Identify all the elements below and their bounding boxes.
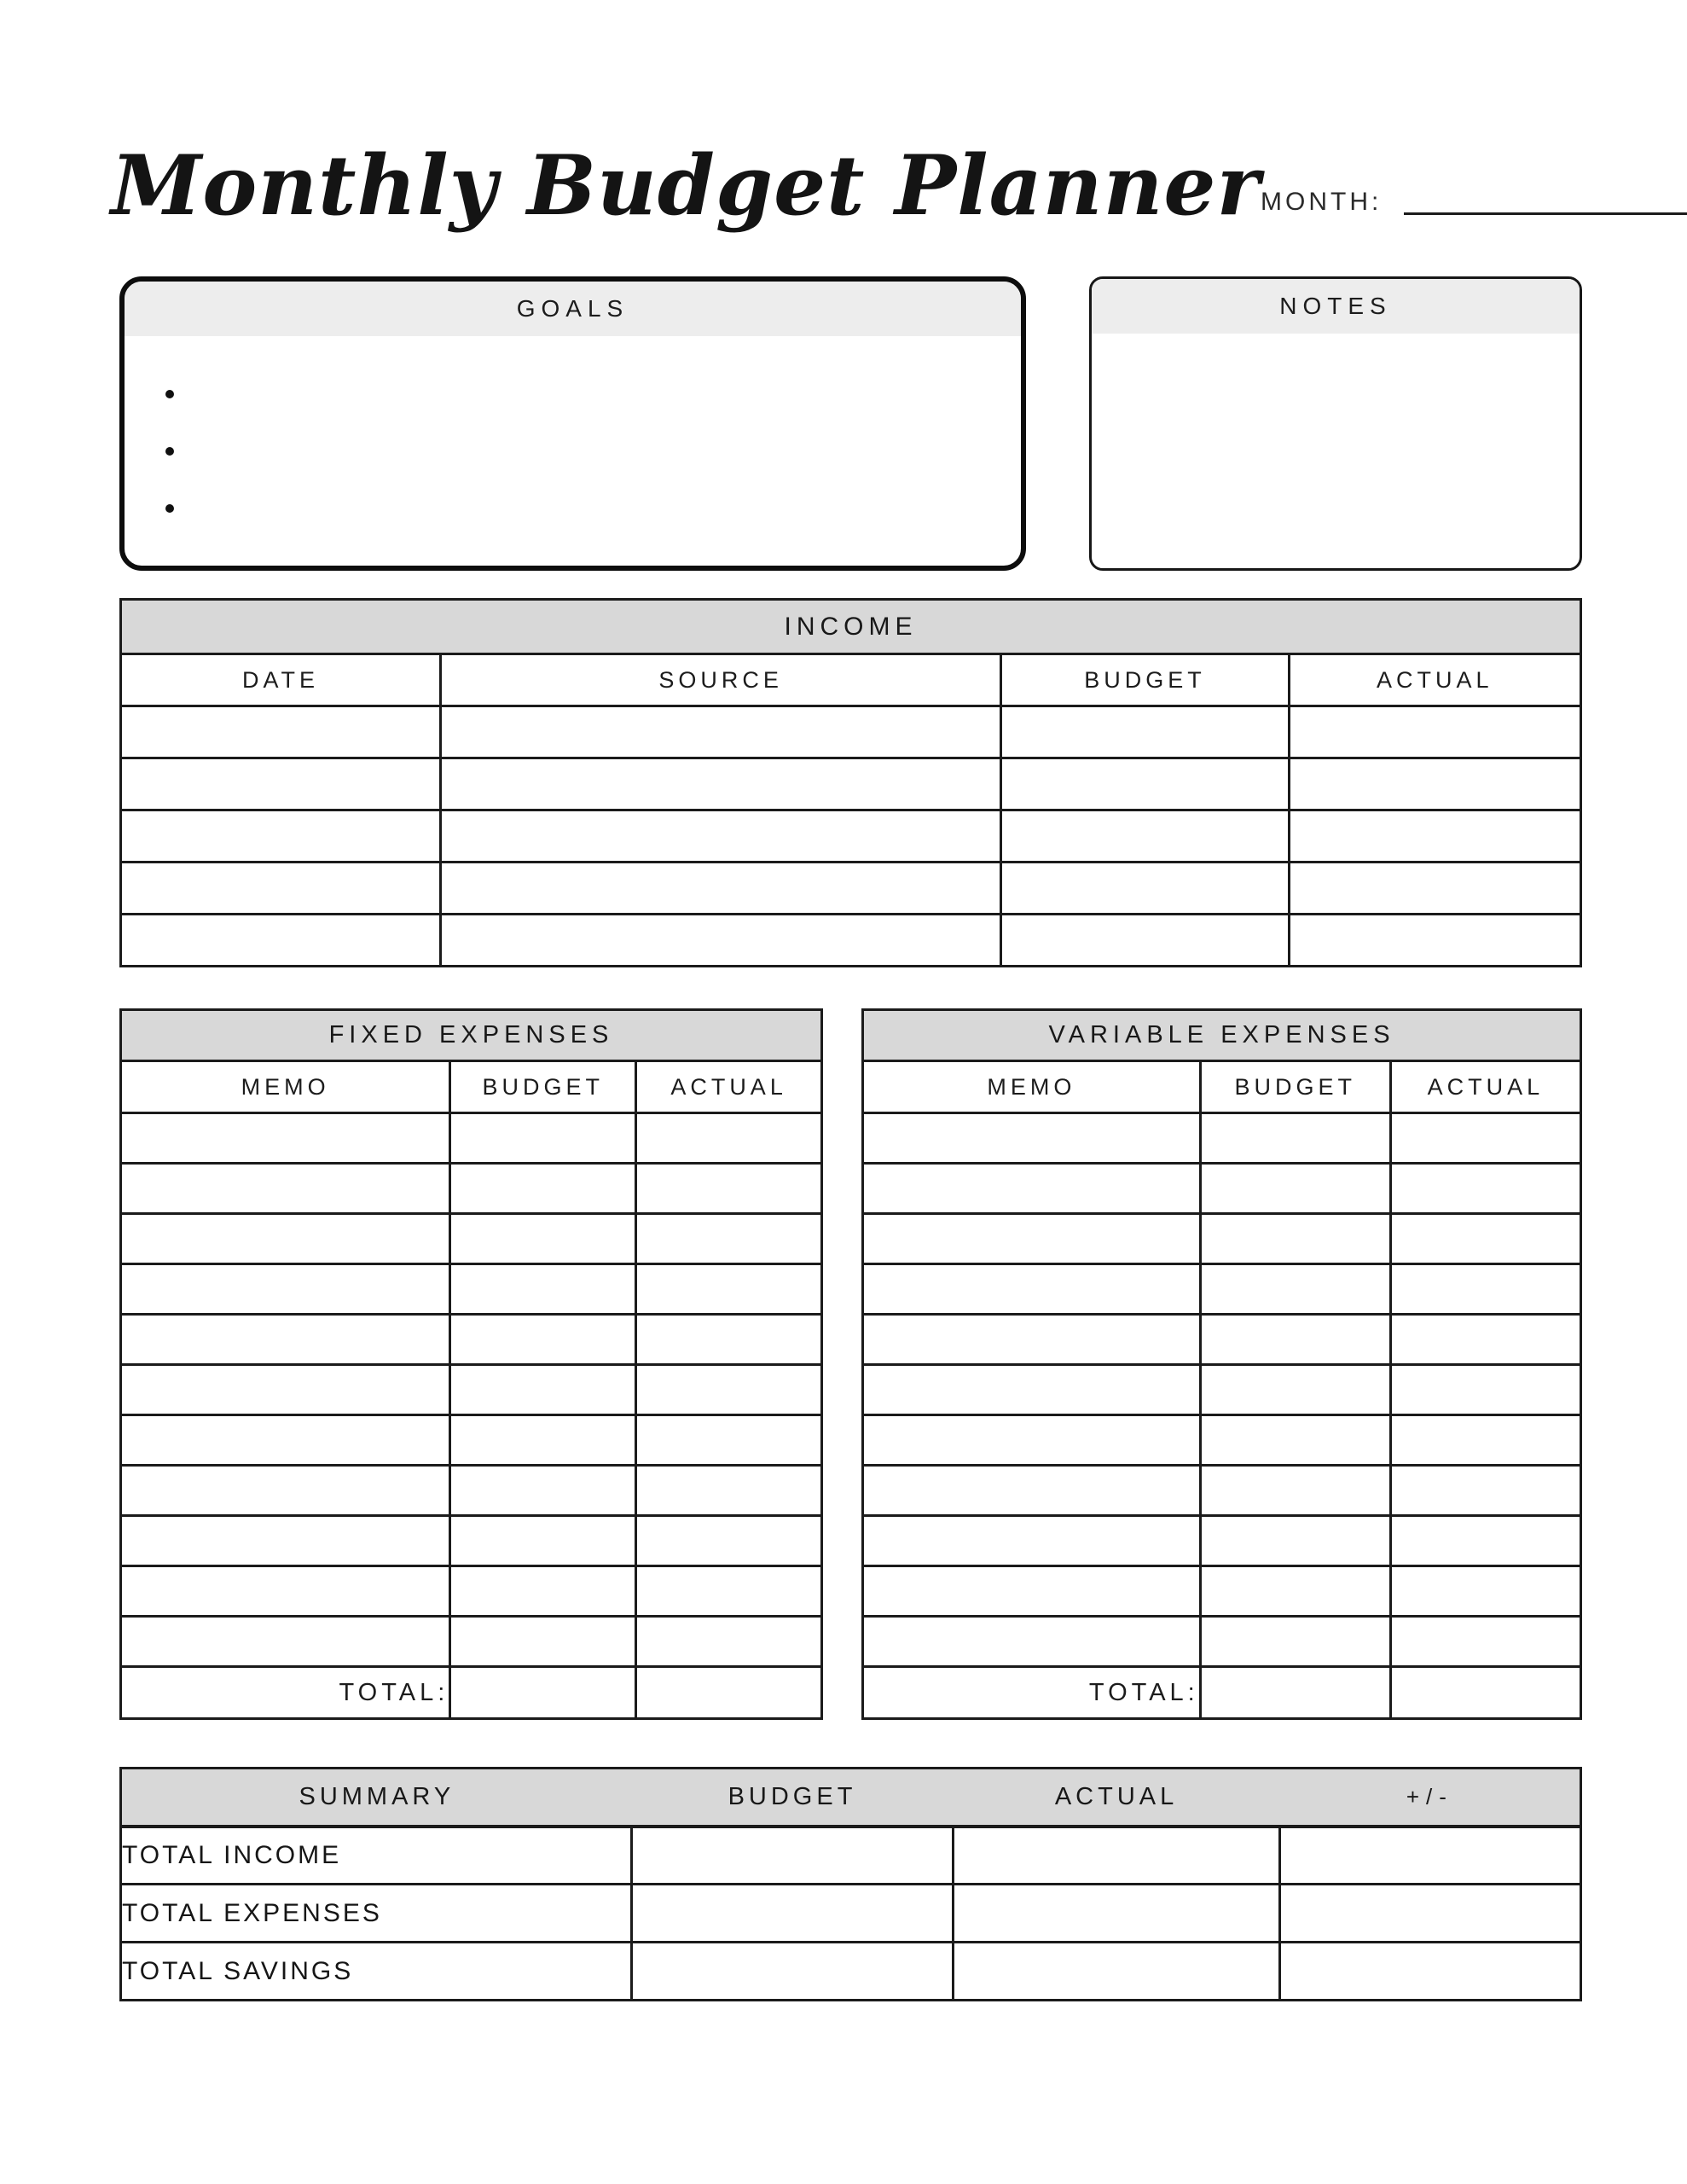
total-expenses-actual-cell[interactable] [953, 1885, 1279, 1943]
income-column-header-row [121, 654, 1581, 706]
variable-expense-cell[interactable] [1200, 1617, 1390, 1667]
fixed-expense-row [121, 1214, 822, 1264]
variable-expense-cell[interactable] [863, 1113, 1201, 1164]
fixed-expenses-total-row [121, 1667, 822, 1719]
income-col-actual: ACTUAL [1289, 654, 1580, 706]
variable-expense-cell[interactable] [1390, 1214, 1580, 1264]
fixed-expense-row [121, 1617, 822, 1667]
variable-col-budget: BUDGET [1200, 1061, 1390, 1113]
income-table [119, 598, 1582, 967]
income-cell[interactable] [440, 863, 1000, 915]
variable-expense-cell[interactable] [1390, 1113, 1580, 1164]
fixed-expenses-column-header-row [121, 1061, 822, 1113]
goals-notes-row [119, 276, 1582, 571]
fixed-expense-cell[interactable] [121, 1516, 450, 1566]
fixed-expense-row [121, 1415, 822, 1466]
fixed-expense-cell[interactable] [636, 1415, 822, 1466]
variable-expense-row [863, 1516, 1581, 1566]
variable-expense-cell[interactable] [1200, 1214, 1390, 1264]
fixed-total-budget-cell[interactable] [450, 1667, 636, 1719]
notes-title: NOTES [1092, 279, 1580, 334]
variable-expense-cell[interactable] [863, 1415, 1201, 1466]
variable-expense-row [863, 1415, 1581, 1466]
fixed-expense-cell[interactable] [636, 1164, 822, 1214]
fixed-expense-row [121, 1164, 822, 1214]
income-cell[interactable] [440, 915, 1000, 967]
fixed-expense-cell[interactable] [450, 1516, 636, 1566]
variable-expense-cell[interactable] [1200, 1365, 1390, 1415]
income-row [121, 758, 1581, 810]
fixed-expense-cell[interactable] [636, 1365, 822, 1415]
variable-expenses-table [861, 1008, 1582, 1720]
income-cell[interactable] [121, 810, 441, 863]
fixed-expense-row [121, 1365, 822, 1415]
income-title-bar [121, 600, 1581, 654]
income-cell[interactable] [1001, 810, 1289, 863]
fixed-expense-cell[interactable] [450, 1113, 636, 1164]
summary-label-total-expenses: TOTAL EXPENSES [121, 1885, 632, 1943]
fixed-expense-cell[interactable] [636, 1315, 822, 1365]
income-cell[interactable] [121, 915, 441, 967]
income-col-budget: BUDGET [1001, 654, 1289, 706]
income-col-source: SOURCE [440, 654, 1000, 706]
variable-expense-row [863, 1315, 1581, 1365]
goals-title: GOALS [125, 282, 1021, 336]
variable-expense-row [863, 1164, 1581, 1214]
fixed-expense-cell[interactable] [121, 1315, 450, 1365]
total-income-actual-cell[interactable] [953, 1827, 1279, 1885]
fixed-expense-cell[interactable] [636, 1214, 822, 1264]
summary-row-total-savings [121, 1943, 1581, 2001]
month-label: MONTH: [1261, 188, 1383, 216]
fixed-expense-row [121, 1113, 822, 1164]
income-cell[interactable] [121, 863, 441, 915]
fixed-expense-cell[interactable] [121, 1365, 450, 1415]
fixed-expense-cell[interactable] [636, 1566, 822, 1617]
variable-expense-cell[interactable] [1200, 1466, 1390, 1516]
fixed-total-actual-cell[interactable] [636, 1667, 822, 1719]
income-cell[interactable] [1289, 810, 1580, 863]
variable-expense-cell[interactable] [1390, 1264, 1580, 1315]
goal-item[interactable] [165, 479, 995, 537]
income-cell[interactable] [1289, 863, 1580, 915]
fixed-expense-cell[interactable] [121, 1164, 450, 1214]
variable-expense-cell[interactable] [1200, 1516, 1390, 1566]
total-savings-budget-cell[interactable] [632, 1943, 954, 2001]
fixed-expense-cell[interactable] [121, 1566, 450, 1617]
fixed-expense-cell[interactable] [450, 1164, 636, 1214]
page-title: Monthly Budget Planner [111, 137, 1261, 234]
goal-item[interactable] [165, 365, 995, 422]
fixed-expense-cell[interactable] [121, 1617, 450, 1667]
goals-box [119, 276, 1026, 571]
variable-expense-cell[interactable] [863, 1315, 1201, 1365]
variable-expense-row [863, 1214, 1581, 1264]
fixed-expenses-table [119, 1008, 823, 1720]
variable-total-label: TOTAL: [863, 1667, 1201, 1719]
goals-list [125, 365, 1021, 537]
fixed-expense-row [121, 1516, 822, 1566]
total-savings-actual-cell[interactable] [953, 1943, 1279, 2001]
variable-expense-cell[interactable] [1390, 1365, 1580, 1415]
fixed-expense-cell[interactable] [636, 1466, 822, 1516]
fixed-expense-cell[interactable] [450, 1415, 636, 1466]
variable-expenses-section-title: VARIABLE EXPENSES [863, 1010, 1581, 1061]
variable-expense-cell[interactable] [1200, 1164, 1390, 1214]
variable-expense-cell[interactable] [1390, 1315, 1580, 1365]
variable-expense-cell[interactable] [1200, 1566, 1390, 1617]
fixed-col-memo: MEMO [121, 1061, 450, 1113]
fixed-expense-cell[interactable] [450, 1315, 636, 1365]
income-cell[interactable] [440, 810, 1000, 863]
summary-col-actual: ACTUAL [953, 1769, 1279, 1827]
variable-expense-row [863, 1466, 1581, 1516]
variable-expense-cell[interactable] [1390, 1415, 1580, 1466]
fixed-expense-cell[interactable] [450, 1566, 636, 1617]
variable-expense-cell[interactable] [863, 1264, 1201, 1315]
summary-col-plus-minus: +/- [1280, 1769, 1581, 1827]
variable-expense-cell[interactable] [863, 1365, 1201, 1415]
fixed-expense-cell[interactable] [121, 1415, 450, 1466]
income-row [121, 863, 1581, 915]
income-col-date: DATE [121, 654, 441, 706]
variable-expenses-title-bar [863, 1010, 1581, 1061]
fixed-total-label: TOTAL: [121, 1667, 450, 1719]
variable-expense-cell[interactable] [1200, 1264, 1390, 1315]
fixed-expense-cell[interactable] [121, 1466, 450, 1516]
income-cell[interactable] [1001, 706, 1289, 758]
fixed-expense-cell[interactable] [450, 1264, 636, 1315]
bullet-dot-icon [165, 504, 174, 513]
variable-expenses-total-row [863, 1667, 1581, 1719]
variable-expense-cell[interactable] [1390, 1566, 1580, 1617]
fixed-expense-cell[interactable] [636, 1516, 822, 1566]
variable-total-budget-cell[interactable] [1200, 1667, 1390, 1719]
fixed-expense-row [121, 1566, 822, 1617]
fixed-expense-cell[interactable] [121, 1113, 450, 1164]
variable-expense-cell[interactable] [1390, 1466, 1580, 1516]
variable-expense-row [863, 1113, 1581, 1164]
variable-col-memo: MEMO [863, 1061, 1201, 1113]
summary-row-total-expenses [121, 1885, 1581, 1943]
fixed-col-actual: ACTUAL [636, 1061, 822, 1113]
fixed-expense-cell[interactable] [450, 1214, 636, 1264]
bullet-dot-icon [165, 390, 174, 398]
bullet-dot-icon [165, 447, 174, 456]
total-income-diff-cell[interactable] [1280, 1827, 1581, 1885]
fixed-expense-cell[interactable] [636, 1113, 822, 1164]
variable-expense-cell[interactable] [863, 1617, 1201, 1667]
goal-item[interactable] [165, 422, 995, 479]
fixed-expense-row [121, 1315, 822, 1365]
fixed-expenses-title-bar [121, 1010, 822, 1061]
variable-total-actual-cell[interactable] [1390, 1667, 1580, 1719]
total-income-budget-cell[interactable] [632, 1827, 954, 1885]
summary-row-total-income [121, 1827, 1581, 1885]
income-cell[interactable] [1289, 706, 1580, 758]
variable-expense-cell[interactable] [863, 1566, 1201, 1617]
variable-expense-cell[interactable] [1200, 1415, 1390, 1466]
variable-expense-cell[interactable] [863, 1164, 1201, 1214]
summary-col-budget: BUDGET [632, 1769, 954, 1827]
fixed-expense-row [121, 1466, 822, 1516]
variable-expense-cell[interactable] [1390, 1164, 1580, 1214]
variable-expense-row [863, 1617, 1581, 1667]
variable-expense-cell[interactable] [1200, 1113, 1390, 1164]
fixed-col-budget: BUDGET [450, 1061, 636, 1113]
variable-expense-cell[interactable] [863, 1516, 1201, 1566]
variable-col-actual: ACTUAL [1390, 1061, 1580, 1113]
fixed-expenses-section-title: FIXED EXPENSES [121, 1010, 822, 1061]
fixed-expense-cell[interactable] [121, 1214, 450, 1264]
summary-col-title: SUMMARY [121, 1769, 632, 1827]
income-cell[interactable] [1289, 915, 1580, 967]
income-cell[interactable] [440, 706, 1000, 758]
variable-expense-cell[interactable] [1200, 1315, 1390, 1365]
summary-label-total-savings: TOTAL SAVINGS [121, 1943, 632, 2001]
variable-expense-cell[interactable] [1390, 1516, 1580, 1566]
variable-expense-row [863, 1566, 1581, 1617]
fixed-expense-cell[interactable] [450, 1466, 636, 1516]
variable-expense-cell[interactable] [863, 1466, 1201, 1516]
expenses-row [119, 1008, 1687, 1720]
income-cell[interactable] [1001, 915, 1289, 967]
total-expenses-diff-cell[interactable] [1280, 1885, 1581, 1943]
fixed-expense-cell[interactable] [636, 1617, 822, 1667]
variable-expenses-column-header-row [863, 1061, 1581, 1113]
variable-expense-row [863, 1264, 1581, 1315]
variable-expense-cell[interactable] [1390, 1617, 1580, 1667]
income-section-title: INCOME [121, 600, 1581, 654]
month-input-line[interactable] [1404, 189, 1687, 215]
income-cell[interactable] [121, 706, 441, 758]
variable-expense-cell[interactable] [863, 1214, 1201, 1264]
income-cell[interactable] [121, 758, 441, 810]
income-cell[interactable] [1001, 758, 1289, 810]
notes-writing-area[interactable] [1092, 334, 1580, 568]
summary-header-row [121, 1769, 1581, 1827]
income-cell[interactable] [1289, 758, 1580, 810]
income-cell[interactable] [1001, 863, 1289, 915]
fixed-expense-row [121, 1264, 822, 1315]
month-field [1261, 189, 1687, 237]
fixed-expense-cell[interactable] [450, 1617, 636, 1667]
page-header [0, 0, 1687, 237]
total-savings-diff-cell[interactable] [1280, 1943, 1581, 2001]
summary-label-total-income: TOTAL INCOME [121, 1827, 632, 1885]
income-row [121, 810, 1581, 863]
fixed-expense-cell[interactable] [636, 1264, 822, 1315]
summary-table [119, 1767, 1582, 2001]
fixed-expense-cell[interactable] [450, 1365, 636, 1415]
income-cell[interactable] [440, 758, 1000, 810]
income-row [121, 915, 1581, 967]
income-row [121, 706, 1581, 758]
notes-box [1089, 276, 1582, 571]
variable-expense-row [863, 1365, 1581, 1415]
fixed-expense-cell[interactable] [121, 1264, 450, 1315]
total-expenses-budget-cell[interactable] [632, 1885, 954, 1943]
